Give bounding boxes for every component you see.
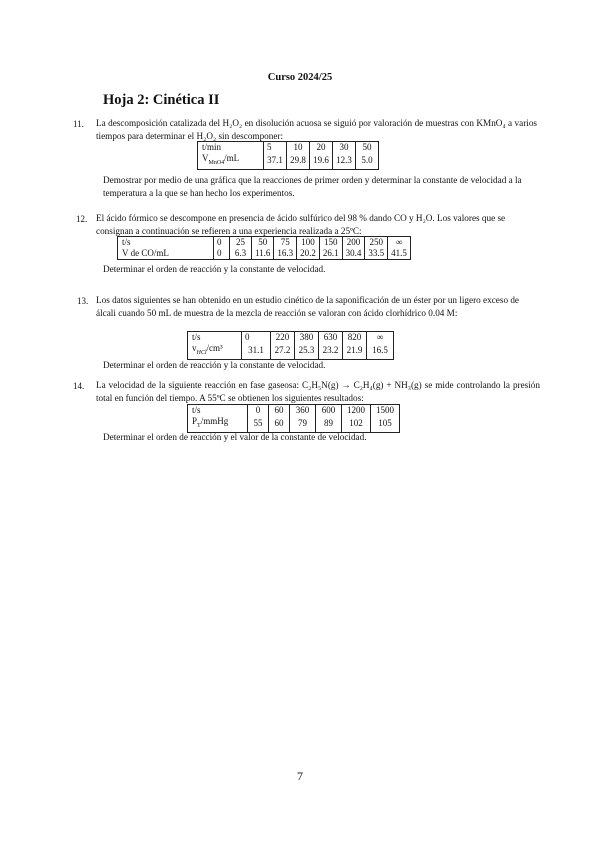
table-cell: 10: [287, 142, 310, 154]
table-cell: 55: [248, 416, 269, 432]
problem-11-number: 11.: [73, 119, 84, 129]
table-row: [118, 237, 411, 249]
table-cell: 102: [342, 416, 371, 432]
problem-12-table: [117, 236, 411, 260]
table-cell: 5: [264, 142, 287, 154]
table-cell: 50: [356, 142, 379, 154]
table-cell: 50: [252, 237, 274, 249]
table-cell: 20.2: [297, 248, 320, 260]
table-cell: 79: [290, 416, 316, 432]
problem-11-table: [197, 141, 379, 170]
table-cell: 12.3: [333, 153, 356, 169]
table-row-label: t/s: [118, 237, 214, 249]
v-unit: /cm³: [206, 343, 223, 353]
table-row: [198, 153, 379, 169]
table-cell: 250: [365, 237, 388, 249]
table-cell: 89: [316, 416, 342, 432]
table-cell: 16.5: [367, 343, 394, 359]
table-cell: 23.2: [319, 343, 343, 359]
v-symbol: V: [202, 153, 209, 163]
table-cell: 60: [269, 405, 290, 417]
problem-14-number: 14.: [73, 381, 85, 391]
table-cell: 220: [271, 332, 295, 344]
table-cell: 25: [230, 237, 252, 249]
table-cell: ∞: [388, 237, 411, 249]
v-subscript: HCl: [196, 349, 207, 356]
problem-12-number: 12.: [76, 214, 88, 224]
table-cell: 0: [214, 237, 230, 249]
table-cell: 16.3: [274, 248, 297, 260]
sheet-title: Hoja 2: Cinética II: [103, 92, 220, 108]
problem-13-number: 13.: [77, 296, 89, 306]
problem-13-conclusion: Determinar el orden de reacción y la constante de velocidad.: [103, 360, 326, 370]
table-cell: 360: [290, 405, 316, 417]
problem-14-table: [187, 404, 400, 433]
problem-13-statement: Los datos siguientes se han obtenido en un estudio cinético de la saponificación de un éster por un ligero exceso de álcali cuando 50 mL de muestra de la mezcla de reacción se valoran con ácido clorhídrico 0.04 M:: [96, 295, 520, 318]
table-cell: 600: [316, 405, 342, 417]
table-cell: ∞: [367, 332, 394, 344]
table-row: [188, 405, 400, 417]
page-number: 7: [297, 769, 303, 783]
table-row-label: [198, 153, 264, 169]
table-cell: 380: [295, 332, 319, 344]
table-cell: 41.5: [388, 248, 411, 260]
table-cell: 75: [274, 237, 297, 249]
table-cell: 5.0: [356, 153, 379, 169]
table-cell: 150: [319, 237, 342, 249]
p-unit: /mmHg: [200, 416, 229, 426]
table-row-label: t/s: [188, 405, 248, 417]
table-cell: 29.8: [287, 153, 310, 169]
course-heading: Curso 2024/25: [267, 72, 333, 83]
table-cell: 105: [371, 416, 400, 432]
table-cell: 6.3: [230, 248, 252, 260]
table-cell: 200: [342, 237, 365, 249]
table-row: [188, 332, 394, 344]
p-symbol: P: [192, 416, 198, 426]
table-cell: 27.2: [271, 343, 295, 359]
table-cell: 25.3: [295, 343, 319, 359]
v-symbol: v: [192, 343, 197, 353]
table-row-label: t/s: [188, 332, 242, 344]
problem-14-statement: La velocidad de la siguiente reacción en fase gaseosa: C₂H₅N(g) → C₂H₄(g) + NH₃(g) se mide controlando la presión total en función del tiempo. A 55ºC se obtienen los siguientes resultados:: [96, 380, 540, 403]
table-cell: 31.1: [242, 343, 271, 359]
problem-11-statement: La descomposición catalizada del H₂O₂ en disolución acuosa se siguió por valoración de muestras con KMnO₄ a varios tiempos para determinar el H₂O₂ sin descomponer:: [96, 118, 537, 141]
table-cell: 21.9: [343, 343, 367, 359]
table-cell: 100: [297, 237, 320, 249]
table-row: [118, 248, 411, 260]
table-cell: 1500: [371, 405, 400, 417]
table-cell: 20: [310, 142, 333, 154]
table-cell: 0: [248, 405, 269, 417]
v-subscript: MnO4: [208, 159, 225, 166]
table-cell: 11.6: [252, 248, 274, 260]
table-cell: 1200: [342, 405, 371, 417]
table-row-label: V de CO/mL: [118, 248, 214, 260]
v-unit: /mL: [224, 153, 240, 163]
problem-13-table: [187, 331, 394, 360]
table-cell: 630: [319, 332, 343, 344]
table-row-label: t/min: [198, 142, 264, 154]
table-cell: 0: [214, 248, 230, 260]
problem-11-conclusion: Demostrar por medio de una gráfica que la reacciones de primer orden y determinar la constante de velocidad a la temperatura a la que se han hecho los experimentos.: [103, 175, 522, 198]
table-cell: 0: [242, 332, 271, 344]
problem-14-conclusion: Determinar el orden de reacción y el valor de la constante de velocidad.: [103, 432, 367, 442]
p-subscript: T: [197, 422, 201, 429]
table-cell: 60: [269, 416, 290, 432]
problem-12-statement: El ácido fórmico se descompone en presencia de ácido sulfúrico del 98 % dando CO y H₂O. Los valores que se consignan a continuación se refieren a una experiencia realizada a 25ºC:: [96, 213, 506, 236]
table-cell: 19.6: [310, 153, 333, 169]
problem-12-conclusion: Determinar el orden de reacción y la constante de velocidad.: [103, 264, 326, 274]
table-row-label: [188, 416, 248, 432]
table-row: [188, 343, 394, 359]
table-row: [198, 142, 379, 154]
table-row-label: [188, 343, 242, 359]
table-cell: 820: [343, 332, 367, 344]
table-row: [188, 416, 400, 432]
table-cell: 30: [333, 142, 356, 154]
table-cell: 37.1: [264, 153, 287, 169]
table-cell: 30.4: [342, 248, 365, 260]
table-cell: 26.1: [319, 248, 342, 260]
table-cell: 33.5: [365, 248, 388, 260]
